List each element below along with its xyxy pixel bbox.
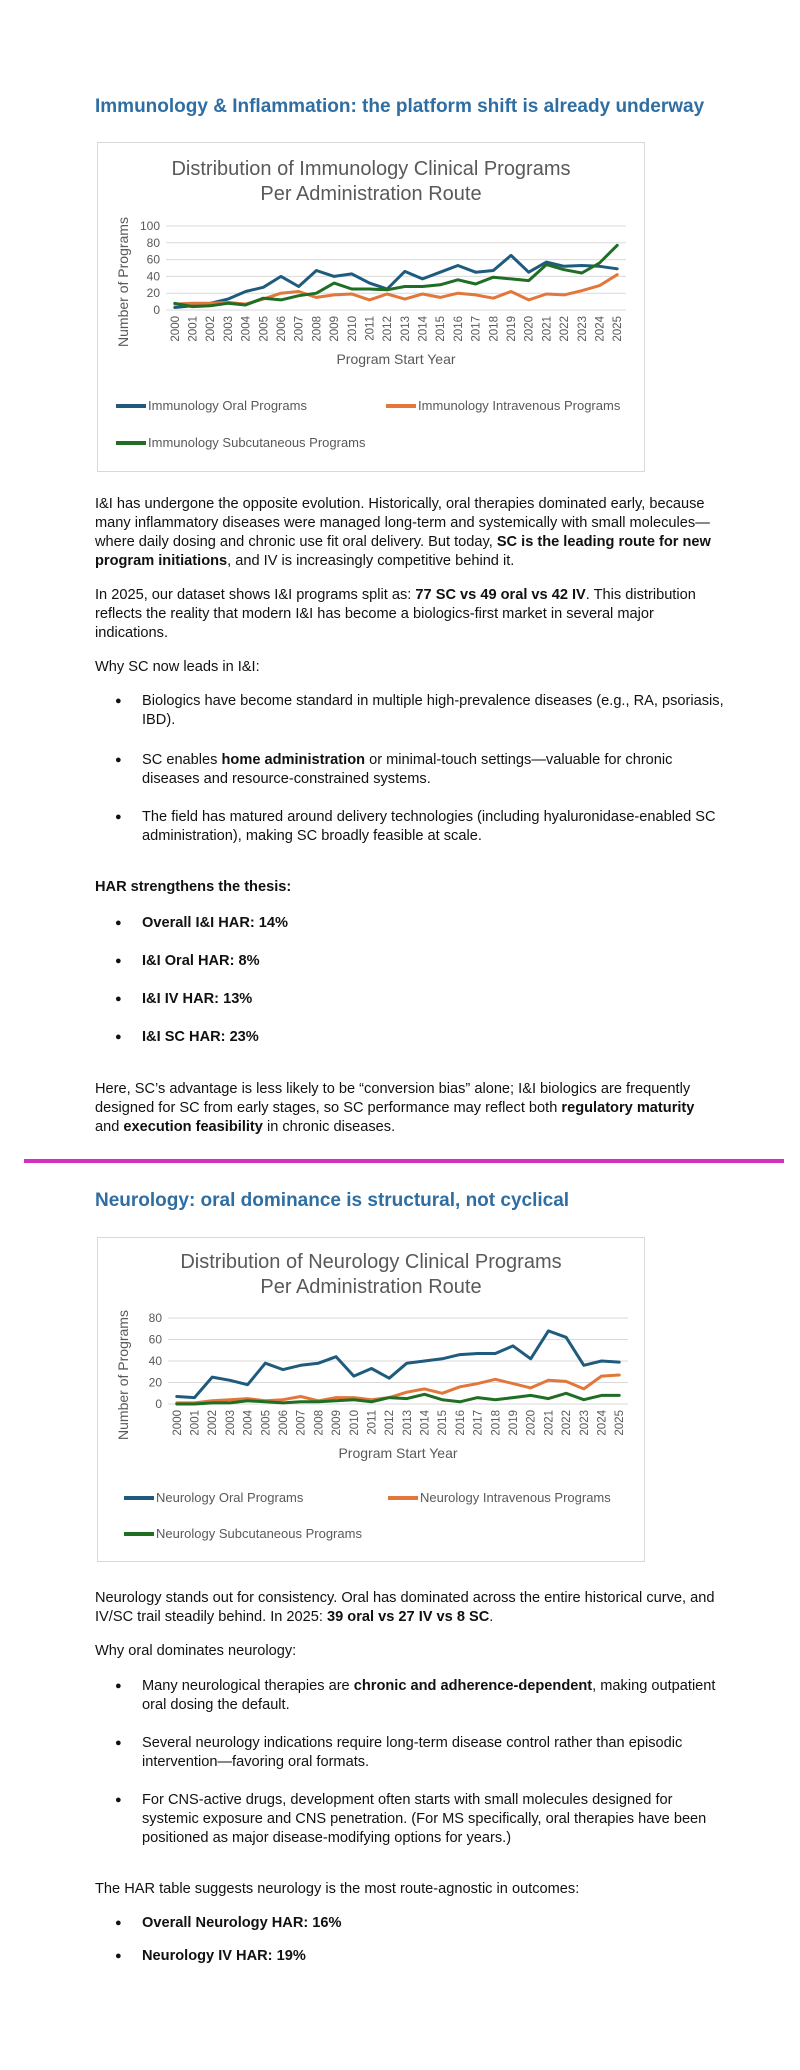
immunology-reasons-list-3 (95, 808, 725, 846)
x-tick-label: 2004 (240, 316, 253, 342)
legend-item-sc (116, 435, 366, 450)
neurology-paragraph-2: Why oral dominates neurology: (95, 1643, 297, 1659)
x-axis-label: Program Start Year (338, 1445, 458, 1461)
section-title-immunology: Immunology & Inflammation: the platform shift is already underway (95, 96, 705, 117)
immunology-chart (97, 142, 645, 472)
x-tick-label: 2025 (612, 316, 625, 342)
legend-swatch-sc (116, 441, 146, 445)
immunology-line-plot (98, 143, 646, 473)
section-title-neurology: Neurology: oral dominance is structural, not cyclical (95, 1190, 570, 1211)
legend-label-sc: Immunology Subcutaneous Programs (148, 435, 366, 450)
legend-label-oral: Immunology Oral Programs (148, 398, 307, 413)
legend-label-oral: Neurology Oral Programs (156, 1490, 304, 1505)
y-tick-label: 80 (146, 235, 160, 250)
x-tick-label: 2009 (329, 316, 342, 342)
legend-swatch-oral (116, 404, 146, 408)
legend-swatch-oral (124, 1496, 154, 1500)
immunology-paragraph-4: Here, SC’s advantage is less likely to be “conversion bias” alone; I&I biologics are frequently designed for SC from early stages, so SC performance may reflect both regulatory maturity and execution feasibility in chronic diseases. (95, 1081, 695, 1135)
x-tick-label: 2012 (384, 1410, 397, 1436)
list-item: ● I&I SC HAR: 23% (95, 1028, 725, 1047)
x-tick-label: 2006 (276, 316, 288, 342)
chart-title-line1: Distribution of Immunology Clinical Programs (171, 158, 571, 180)
x-tick-label: 2025 (614, 1410, 627, 1436)
x-tick-label: 2012 (382, 316, 395, 342)
immunology-reasons-list (95, 692, 725, 730)
list-item: ● Neurology IV HAR: 19% (95, 1947, 725, 1966)
y-tick-label: 20 (146, 286, 160, 301)
x-tick-label: 2003 (224, 1410, 237, 1436)
x-tick-label: 2014 (417, 316, 430, 342)
x-tick-label: 2000 (171, 1410, 184, 1436)
x-tick-label: 2007 (293, 316, 306, 342)
list-item: ● The field has matured around delivery technologies (including hyaluronidase-enabled SC administration), making SC broadly feasible at scale. (95, 808, 725, 846)
legend-label-iv: Immunology Intravenous Programs (418, 398, 621, 413)
chart-title-line1: Distribution of Neurology Clinical Programs (180, 1251, 562, 1273)
y-tick-label: 60 (146, 252, 160, 267)
neurology-chart (97, 1237, 645, 1562)
y-axis-label: Number of Programs (115, 1310, 131, 1440)
x-tick-label: 2000 (169, 316, 182, 342)
neurology-paragraph-3: The HAR table suggests neurology is the most route-agnostic in outcomes: (95, 1881, 580, 1897)
legend-item-oral (116, 398, 307, 413)
y-tick-label: 20 (148, 1375, 162, 1390)
x-tick-label: 2009 (331, 1410, 344, 1436)
neurology-line-plot (98, 1238, 646, 1563)
x-tick-label: 2002 (207, 1410, 220, 1436)
x-tick-label: 2013 (399, 316, 412, 342)
x-tick-label: 2020 (523, 316, 536, 342)
x-tick-label: 2021 (543, 1410, 556, 1436)
neurology-reasons-list-3 (95, 1791, 725, 1848)
x-tick-label: 2016 (452, 316, 465, 342)
x-tick-label: 2017 (470, 316, 483, 342)
x-tick-label: 2023 (576, 316, 589, 342)
x-tick-label: 2007 (295, 1410, 308, 1436)
legend-item-oral (124, 1490, 303, 1505)
chart-title-line2: Per Administration Route (260, 1276, 482, 1298)
x-tick-label: 2024 (594, 316, 607, 342)
list-item: ● Biologics have become standard in multiple high-prevalence diseases (e.g., RA, psoriasis, IBD). (95, 692, 725, 730)
x-tick-label: 2016 (454, 1410, 467, 1436)
x-tick-label: 2017 (472, 1410, 485, 1436)
section-divider (24, 1159, 784, 1163)
list-item: ● I&I IV HAR: 13% (95, 990, 725, 1009)
neurology-paragraph-1: Neurology stands out for consistency. Oral has dominated across the entire historical curve, and IV/SC trail steadily behind. In 2025: 39 oral vs 27 IV vs 8 SC. (95, 1590, 715, 1625)
series-line-0 (175, 255, 617, 307)
y-tick-label: 0 (155, 1397, 162, 1411)
legend-label-sc: Neurology Subcutaneous Programs (156, 1526, 362, 1541)
immunology-paragraph-3: Why SC now leads in I&I: (95, 659, 260, 675)
y-tick-label: 0 (153, 303, 160, 317)
x-tick-label: 2014 (419, 1410, 432, 1436)
x-tick-label: 2019 (506, 316, 518, 342)
x-axis-label: Program Start Year (336, 351, 456, 367)
list-item: ● For CNS-active drugs, development often starts with small molecules designed for systemic exposure and CNS penetration. (For MS specifically, oral therapies have been positioned as major disease-modifying options for years.) (95, 1791, 725, 1848)
legend-swatch-iv (386, 404, 416, 408)
x-tick-label: 2001 (189, 1410, 202, 1436)
x-tick-label: 2008 (311, 316, 324, 342)
y-tick-label: 100 (139, 219, 160, 233)
legend-swatch-iv (388, 1496, 418, 1500)
x-tick-label: 2004 (242, 1410, 255, 1436)
x-tick-label: 2020 (525, 1410, 538, 1436)
x-tick-label: 2023 (578, 1410, 591, 1436)
x-tick-label: 2018 (490, 1410, 503, 1436)
x-tick-label: 2024 (596, 1410, 609, 1436)
immunology-reasons-list-2 (95, 751, 725, 789)
x-tick-label: 2022 (561, 1410, 574, 1436)
y-axis-label: Number of Programs (115, 217, 131, 347)
neurology-reasons-list (95, 1677, 725, 1715)
list-item: ● Many neurological therapies are chronic and adherence-dependent, making outpatient oral dosing the default. (95, 1677, 725, 1715)
x-tick-label: 2005 (258, 316, 271, 342)
list-item: ● I&I Oral HAR: 8% (95, 952, 725, 971)
list-item: ● Overall I&I HAR: 14% (95, 914, 725, 933)
x-tick-label: 2002 (205, 316, 218, 342)
immunology-har-list (95, 914, 725, 1047)
x-tick-label: 2022 (559, 316, 572, 342)
legend-item-iv (386, 398, 620, 413)
legend-swatch-sc (124, 1532, 154, 1536)
y-tick-label: 80 (148, 1311, 162, 1325)
y-tick-label: 60 (148, 1332, 162, 1347)
chart-title-line2: Per Administration Route (260, 183, 482, 205)
x-tick-label: 2010 (346, 316, 359, 342)
legend-label-iv: Neurology Intravenous Programs (420, 1490, 611, 1505)
legend-item-sc (124, 1526, 362, 1541)
x-tick-label: 2008 (313, 1410, 326, 1436)
x-tick-label: 2010 (348, 1410, 361, 1436)
list-item: ● SC enables home administration or minimal-touch settings—valuable for chronic diseases and resource-constrained systems. (95, 751, 725, 789)
har-heading: HAR strengthens the thesis: (95, 879, 292, 895)
list-item: ● Overall Neurology HAR: 16% (95, 1914, 725, 1933)
x-tick-label: 2011 (366, 1410, 379, 1435)
series-line-0 (177, 1331, 619, 1398)
x-tick-label: 2011 (364, 316, 377, 341)
x-tick-label: 2018 (488, 316, 501, 342)
immunology-paragraph-1: I&I has undergone the opposite evolution. Historically, oral therapies dominated early, because many inflammatory diseases were managed long-term and systemically with small molecules—where daily dosing and chronic use fit oral delivery. But today, SC is the leading route for new program initiations, and IV is increasingly competitive behind it. (95, 496, 711, 569)
x-tick-label: 2013 (401, 1410, 414, 1436)
x-tick-label: 2015 (435, 316, 448, 342)
y-tick-label: 40 (146, 269, 160, 284)
legend-item-iv (388, 1490, 611, 1505)
x-tick-label: 2003 (222, 316, 235, 342)
x-tick-label: 2005 (260, 1410, 273, 1436)
list-item: ● Several neurology indications require long-term disease control rather than episodic intervention—favoring oral formats. (95, 1734, 725, 1772)
x-tick-label: 2001 (187, 316, 200, 342)
x-tick-label: 2006 (278, 1410, 290, 1436)
x-tick-label: 2015 (437, 1410, 450, 1436)
y-tick-label: 40 (148, 1354, 162, 1368)
x-tick-label: 2021 (541, 316, 554, 342)
neurology-reasons-list-2 (95, 1734, 725, 1772)
immunology-paragraph-2: In 2025, our dataset shows I&I programs split as: 77 SC vs 49 oral vs 42 IV. This distribution reflects the reality that modern I&I has become a biologics-first market in several major indications. (95, 587, 696, 641)
neurology-har-list (95, 1914, 725, 1966)
x-tick-label: 2019 (508, 1410, 520, 1436)
